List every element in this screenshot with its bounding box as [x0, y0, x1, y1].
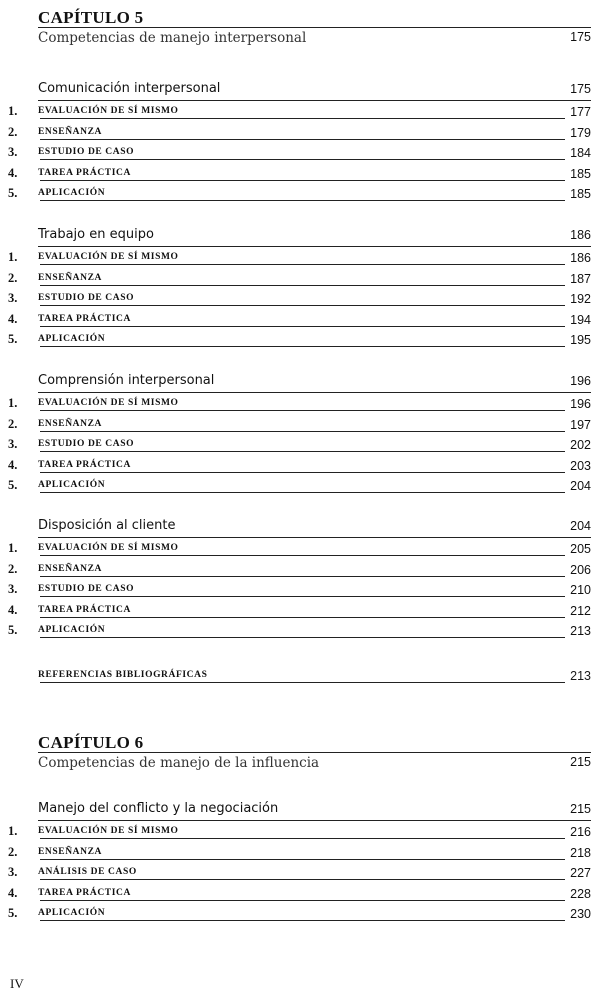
entry-label: ENSEÑANZA: [38, 126, 102, 137]
section-title: Manejo del conflicto y la negociación: [38, 801, 279, 816]
entry-label: APLICACIÓN: [38, 908, 106, 918]
entry-page: 204: [570, 479, 591, 493]
chapter-label: CAPÍTULO 6: [38, 733, 144, 752]
toc-entry[interactable]: [0, 101, 591, 122]
references-label: REFERENCIAS BIBLIOGRÁFICAS: [38, 670, 208, 680]
leader-line: [40, 859, 565, 860]
entry-page: 202: [570, 438, 591, 452]
section-title: Trabajo en equipo: [38, 227, 154, 242]
entry-number: 3.: [8, 437, 18, 451]
leader-line: [40, 920, 565, 921]
leader-line: [40, 285, 565, 286]
entry-label: TAREA PRÁCTICA: [38, 887, 131, 898]
leader-line: [40, 637, 565, 638]
toc-entry[interactable]: [0, 329, 591, 350]
entry-page: 177: [570, 105, 591, 119]
leader-line: [40, 451, 565, 452]
entry-number: 4.: [8, 311, 18, 326]
leader-line: [40, 492, 565, 493]
entry-label: EVALUACIÓN DE SÍ MISMO: [38, 398, 179, 408]
toc-entry[interactable]: [0, 620, 591, 641]
leader-line: [40, 264, 565, 265]
leader-line: [40, 200, 565, 201]
entry-number: 2.: [8, 844, 18, 859]
entry-label: ENSEÑANZA: [38, 418, 102, 429]
entry-page: 192: [570, 292, 591, 306]
leader-line: [40, 410, 565, 411]
section-heading[interactable]: [38, 798, 591, 821]
section-page: 186: [570, 228, 591, 242]
section-page: 196: [570, 374, 591, 388]
chapter-title: Competencias de manejo de la influencia: [38, 755, 320, 771]
toc-entry[interactable]: [0, 288, 591, 309]
entry-label: APLICACIÓN: [38, 480, 106, 490]
leader-line: [40, 555, 565, 556]
section-title: Comprensión interpersonal: [38, 373, 215, 388]
toc-section: [0, 224, 591, 350]
entry-label: APLICACIÓN: [38, 625, 106, 635]
toc-entry[interactable]: [0, 163, 591, 184]
entry-label: ESTUDIO DE CASO: [38, 293, 135, 303]
entry-label: ESTUDIO DE CASO: [38, 584, 135, 594]
toc-entry[interactable]: [0, 883, 591, 904]
section-page: 215: [570, 802, 591, 816]
entry-number: 1.: [8, 396, 18, 410]
toc-entry[interactable]: [0, 455, 591, 476]
entry-label: TAREA PRÁCTICA: [38, 459, 131, 470]
leader-line: [40, 472, 565, 473]
entry-page: 184: [570, 146, 591, 160]
entry-page: 185: [570, 187, 591, 201]
entry-label: EVALUACIÓN DE SÍ MISMO: [38, 826, 179, 836]
entry-number: 5.: [8, 906, 18, 920]
entry-page: 212: [570, 603, 591, 618]
leader-line: [40, 346, 565, 347]
entry-label: ENSEÑANZA: [38, 563, 102, 574]
entry-number: 4.: [8, 457, 18, 472]
entry-page: 230: [570, 907, 591, 921]
chapter-label: CAPÍTULO 5: [38, 8, 144, 27]
leader-line: [40, 118, 565, 119]
toc-section: [0, 798, 591, 924]
section-heading[interactable]: [38, 515, 591, 538]
chapter-page: 175: [570, 30, 591, 44]
toc-entry[interactable]: [0, 842, 591, 863]
entry-label: ENSEÑANZA: [38, 272, 102, 283]
toc-entry[interactable]: [0, 600, 591, 621]
leader-line: [40, 159, 565, 160]
entry-page: 218: [570, 845, 591, 860]
section-title: Disposición al cliente: [38, 518, 176, 533]
entry-label: EVALUACIÓN DE SÍ MISMO: [38, 252, 179, 262]
page-folio: IV: [10, 976, 24, 991]
chapter-6-header: [38, 734, 591, 773]
entry-page: 206: [570, 562, 591, 577]
entry-page: 203: [570, 458, 591, 473]
entry-label: EVALUACIÓN DE SÍ MISMO: [38, 106, 179, 116]
leader-line: [40, 617, 565, 618]
entry-label: ESTUDIO DE CASO: [38, 439, 135, 449]
toc-entry[interactable]: [0, 414, 591, 435]
entry-number: 1.: [8, 250, 18, 264]
entry-label: ENSEÑANZA: [38, 846, 102, 857]
section-heading[interactable]: [38, 370, 591, 393]
chapter-title-row[interactable]: [38, 752, 591, 773]
chapter-title: Competencias de manejo interpersonal: [38, 30, 307, 46]
leader-line: [40, 180, 565, 181]
entry-number: 1.: [8, 824, 18, 838]
toc-entry[interactable]: [0, 903, 591, 924]
entry-number: 2.: [8, 561, 18, 576]
section-page: 204: [570, 519, 591, 533]
entry-number: 2.: [8, 270, 18, 285]
leader-line: [40, 900, 565, 901]
entry-number: 2.: [8, 416, 18, 431]
entry-label: TAREA PRÁCTICA: [38, 167, 131, 178]
entry-page: 179: [570, 125, 591, 140]
entry-page: 187: [570, 271, 591, 286]
toc-entry[interactable]: [0, 122, 591, 143]
leader-line: [40, 305, 565, 306]
entry-label: APLICACIÓN: [38, 188, 106, 198]
entry-number: 4.: [8, 602, 18, 617]
entry-page: 185: [570, 166, 591, 181]
entry-number: 3.: [8, 291, 18, 305]
entry-label: ESTUDIO DE CASO: [38, 147, 135, 157]
entry-number: 5.: [8, 478, 18, 492]
entry-page: 194: [570, 312, 591, 327]
entry-label: APLICACIÓN: [38, 334, 106, 344]
entry-page: 216: [570, 825, 591, 839]
entry-page: 196: [570, 397, 591, 411]
entry-page: 210: [570, 583, 591, 597]
references-page: 213: [570, 669, 591, 683]
entry-page: 186: [570, 251, 591, 265]
entry-number: 4.: [8, 885, 18, 900]
entry-page: 213: [570, 624, 591, 638]
entry-number: 5.: [8, 332, 18, 346]
section-page: 175: [570, 82, 591, 96]
leader-line: [40, 682, 565, 683]
toc-entry[interactable]: [0, 183, 591, 204]
entry-number: 1.: [8, 541, 18, 555]
entry-number: 3.: [8, 145, 18, 159]
toc-entry[interactable]: [0, 268, 591, 289]
entry-page: 197: [570, 417, 591, 432]
leader-line: [40, 576, 565, 577]
entry-page: 228: [570, 886, 591, 901]
entry-number: 5.: [8, 186, 18, 200]
toc-section: [0, 370, 591, 496]
toc-section: [0, 515, 591, 641]
leader-line: [40, 326, 565, 327]
section-heading[interactable]: [38, 78, 591, 101]
entry-number: 3.: [8, 582, 18, 596]
chapter-5-header: [38, 9, 591, 48]
leader-line: [40, 879, 565, 880]
section-title: Comunicación interpersonal: [38, 81, 221, 96]
toc-entry[interactable]: [0, 247, 591, 268]
leader-line: [40, 838, 565, 839]
entry-number: 1.: [8, 104, 18, 118]
toc-entry[interactable]: [0, 309, 591, 330]
entry-number: 2.: [8, 124, 18, 139]
entry-page: 195: [570, 333, 591, 347]
toc-entry[interactable]: [0, 821, 591, 842]
leader-line: [40, 139, 565, 140]
chapter-page: 215: [570, 755, 591, 769]
toc-entry[interactable]: [0, 393, 591, 414]
entry-label: TAREA PRÁCTICA: [38, 604, 131, 615]
leader-line: [40, 431, 565, 432]
leader-line: [40, 596, 565, 597]
entry-number: 5.: [8, 623, 18, 637]
toc-entry[interactable]: [0, 475, 591, 496]
toc-entry[interactable]: [0, 862, 591, 883]
entry-page: 227: [570, 866, 591, 880]
chapter-title-row[interactable]: [38, 27, 591, 48]
toc-entry[interactable]: [0, 142, 591, 163]
toc-entry[interactable]: [0, 559, 591, 580]
toc-entry[interactable]: [0, 579, 591, 600]
references-entry[interactable]: [0, 668, 591, 688]
entry-page: 205: [570, 542, 591, 556]
section-heading[interactable]: [38, 224, 591, 247]
entry-number: 4.: [8, 165, 18, 180]
entry-label: ANÁLISIS DE CASO: [38, 867, 137, 877]
toc-entry[interactable]: [0, 434, 591, 455]
entry-label: TAREA PRÁCTICA: [38, 313, 131, 324]
toc-section: [0, 78, 591, 204]
entry-number: 3.: [8, 865, 18, 879]
toc-entry[interactable]: [0, 538, 591, 559]
entry-label: EVALUACIÓN DE SÍ MISMO: [38, 543, 179, 553]
